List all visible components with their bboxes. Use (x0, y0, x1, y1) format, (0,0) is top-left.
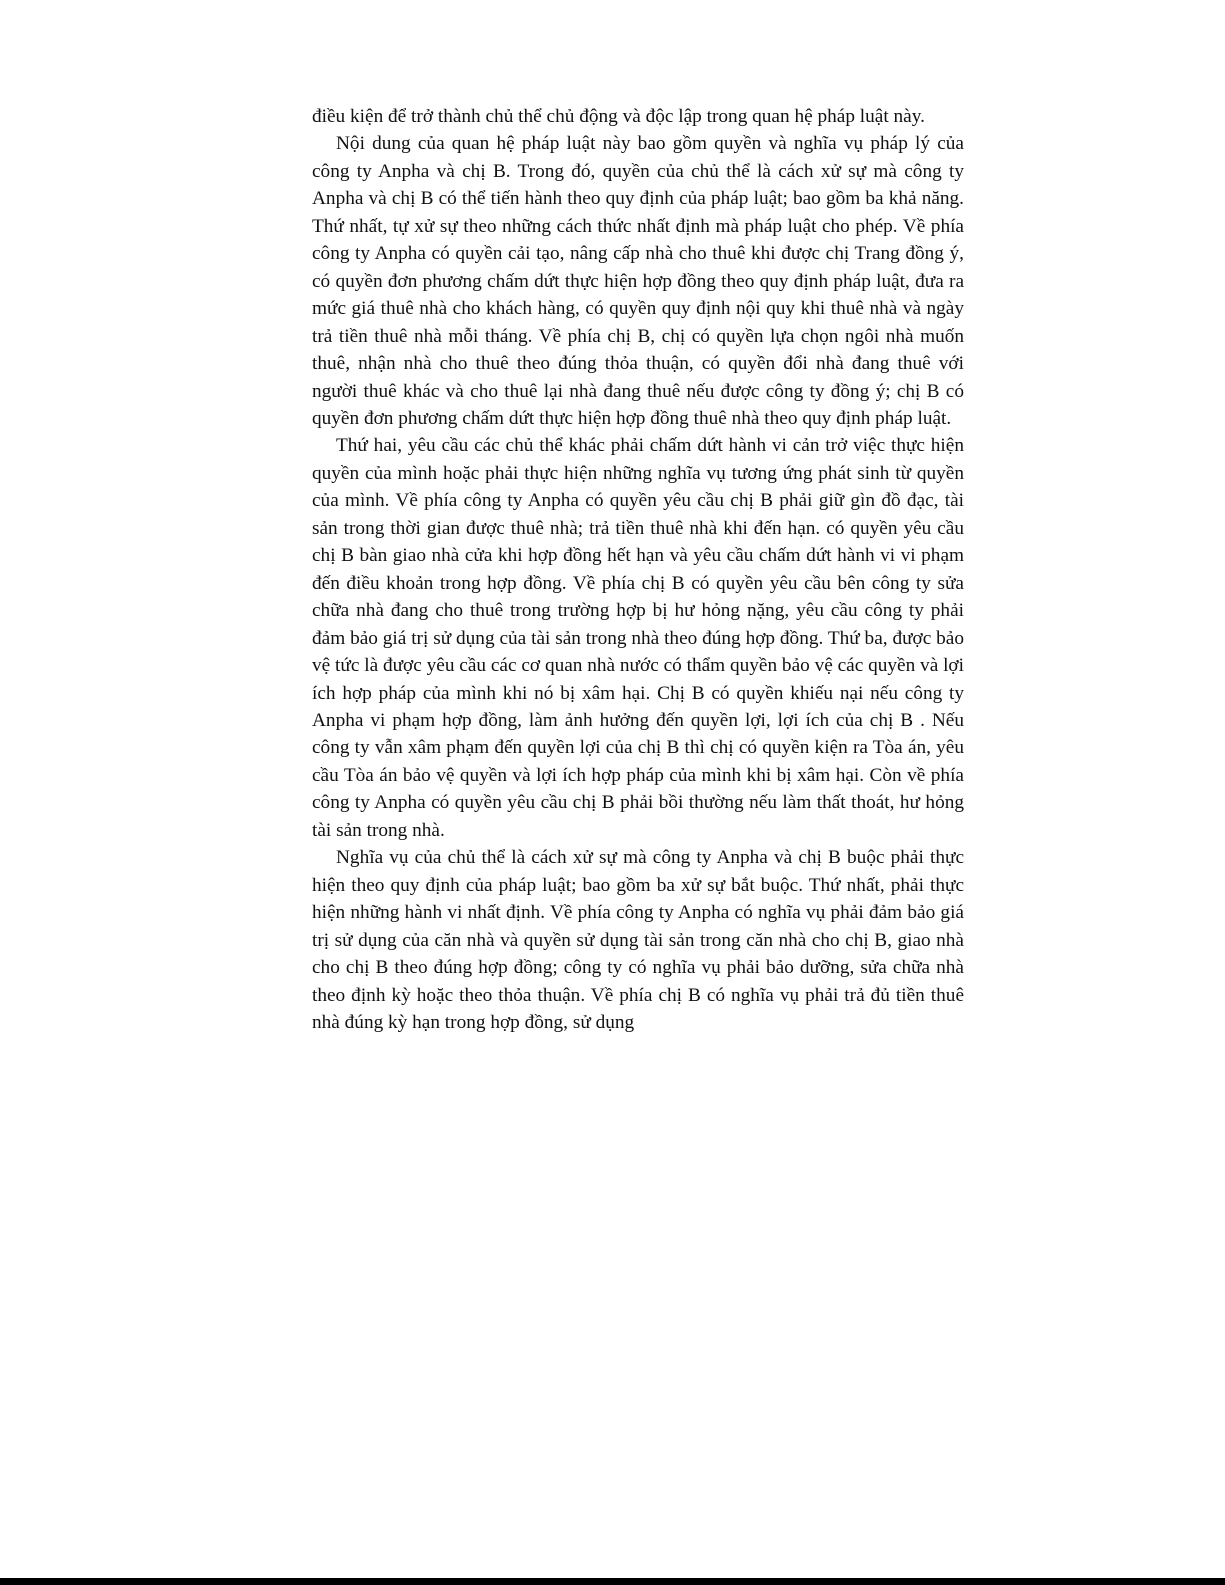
paragraph-rights-second-third: Thứ hai, yêu cầu các chủ thể khác phải chấm dứt hành vi cản trở việc thực hiện quyền của mình hoặc phải thực hiện những nghĩa vụ tương ứng phát sinh từ quyền của mình. Về phía công ty Anpha có quyền yêu cầu chị B phải giữ gìn đồ đạc, tài sản trong thời gian được thuê nhà; trả tiền thuê nhà khi đến hạn. có quyền yêu cầu chị B bàn giao nhà cửa khi hợp đồng hết hạn và yêu cầu chấm dứt hành vi vi phạm đến điều khoản trong hợp đồng. Về phía chị B có quyền yêu cầu bên công ty sửa chữa nhà đang cho thuê trong trường hợp bị hư hỏng nặng, yêu cầu công ty phải đảm bảo giá trị sử dụng của tài sản trong nhà theo đúng hợp đồng. Thứ ba, được bảo vệ tức là được yêu cầu các cơ quan nhà nước có thẩm quyền bảo vệ các quyền và lợi ích hợp pháp của mình khi nó bị xâm hại. Chị B có quyền khiếu nại nếu công ty Anpha vi phạm hợp đồng, làm ảnh hưởng đến quyền lợi, lợi ích của chị B . Nếu công ty vẫn xâm phạm đến quyền lợi của chị B thì chị có quyền kiện ra Tòa án, yêu cầu Tòa án bảo vệ quyền và lợi ích hợp pháp của mình khi bị xâm hại. Còn về phía công ty Anpha có quyền yêu cầu chị B phải bồi thường nếu làm thất thoát, hư hỏng tài sản trong nhà. (312, 435, 964, 841)
paragraph-obligations: Nghĩa vụ của chủ thể là cách xử sự mà công ty Anpha và chị B buộc phải thực hiện theo quy định của pháp luật; bao gồm ba xử sự bắt buộc. Thứ nhất, phải thực hiện những hành vi nhất định. Về phía công ty Anpha có nghĩa vụ phải đảm bảo giá trị sử dụng của căn nhà và quyền sử dụng tài sản trong căn nhà cho chị B, giao nhà cho chị B theo đúng hợp đồng; công ty có nghĩa vụ phải bảo dưỡng, sửa chữa nhà theo định kỳ hoặc theo thỏa thuận. Về phía chị B có nghĩa vụ phải trả đủ tiền thuê nhà đúng kỳ hạn trong hợp đồng, sử dụng (312, 847, 964, 1033)
document-body (312, 103, 964, 1036)
bottom-border-rule (0, 1578, 1225, 1585)
paragraph-rights-content: Nội dung của quan hệ pháp luật này bao gồm quyền và nghĩa vụ pháp lý của công ty Anpha và chị B. Trong đó, quyền của chủ thể là cách xử sự mà công ty Anpha và chị B có thể tiến hành theo quy định của pháp luật; bao gồm ba khả năng. Thứ nhất, tự xử sự theo những cách thức nhất định mà pháp luật cho phép. Về phía công ty Anpha có quyền cải tạo, nâng cấp nhà cho thuê khi được chị Trang đồng ý, có quyền đơn phương chấm dứt thực hiện hợp đồng theo quy định pháp luật, đưa ra mức giá thuê nhà cho khách hàng, có quyền quy định nội quy khi thuê nhà và ngày trả tiền thuê nhà mỗi tháng. Về phía chị B, chị có quyền lựa chọn ngôi nhà muốn thuê, nhận nhà cho thuê theo đúng thỏa thuận, có quyền đổi nhà đang thuê với người thuê khác và cho thuê lại nhà đang thuê nếu được công ty đồng ý; chị B có quyền đơn phương chấm dứt thực hiện hợp đồng thuê nhà theo quy định pháp luật. (312, 133, 964, 429)
paragraph-continuation: điều kiện để trở thành chủ thể chủ động và độc lập trong quan hệ pháp luật này. (312, 106, 925, 127)
